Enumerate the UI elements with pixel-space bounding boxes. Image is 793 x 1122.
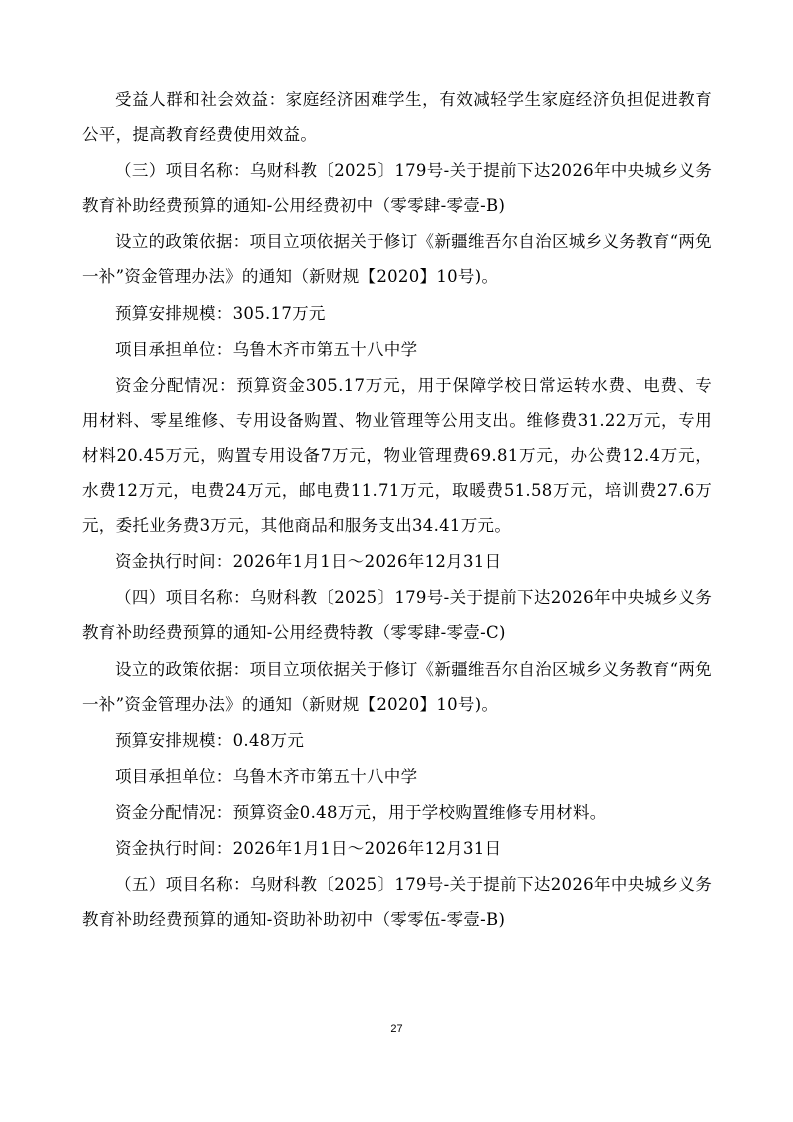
paragraph-project-4-policy: 设立的政策依据：项目立项依据关于修订《新疆维吾尔自治区城乡义务教育“两免一补”资金管理办法》的通知（新财规【2020】10号)。 xyxy=(82,659,712,714)
paragraph-project-3-unit: 项目承担单位：乌鲁木齐市第五十八中学 xyxy=(115,339,418,359)
paragraph-project-3-allocation: 资金分配情况：预算资金305.17万元，用于保障学校日常运转水费、电费、专用材料、零星维修、专用设备购置、物业管理等公用支出。维修费31.22万元，专用材料20.45万元，购置专用设备7万元，物业管理费69.81万元，办公费12.4万元，水费12万元，电费24万元，邮电费11.71万元，取暖费51.58万元，培训费27.6万元，委托业务费3万元，其他商品和服务支出34.41万元。 xyxy=(82,375,712,535)
document-body xyxy=(82,82,712,939)
paragraph-beneficiaries: 受益人群和社会效益：家庭经济困难学生，有效减轻学生家庭经济负担促进教育公平，提高教育经费使用效益。 xyxy=(82,90,712,144)
page-number: 27 xyxy=(390,1023,403,1035)
paragraph-project-3-policy: 设立的政策依据：项目立项依据关于修订《新疆维吾尔自治区城乡义务教育“两免一补”资金管理办法》的通知（新财规【2020】10号)。 xyxy=(82,232,712,287)
paragraph-project-4-name: （四）项目名称：乌财科教〔2025〕179号-关于提前下达2026年中央城乡义务教育补助经费预算的通知-公用经费特教（零零肆-零壹-C) xyxy=(82,588,712,643)
paragraph-project-3-name: （三）项目名称：乌财科教〔2025〕179号-关于提前下达2026年中央城乡义务教育补助经费预算的通知-公用经费初中（零零肆-零壹-B) xyxy=(82,161,712,216)
paragraph-project-3-time: 资金执行时间：2026年1月1日～2026年12月31日 xyxy=(115,552,502,572)
paragraph-project-3-budget: 预算安排规模：305.17万元 xyxy=(115,303,326,323)
paragraph-project-4-unit: 项目承担单位：乌鲁木齐市第五十八中学 xyxy=(115,766,418,786)
paragraph-project-5-name: （五）项目名称：乌财科教〔2025〕179号-关于提前下达2026年中央城乡义务教育补助经费预算的通知-资助补助初中（零零伍-零壹-B) xyxy=(82,875,712,930)
paragraph-project-4-time: 资金执行时间：2026年1月1日～2026年12月31日 xyxy=(115,839,502,859)
paragraph-project-4-budget: 预算安排规模：0.48万元 xyxy=(115,730,305,750)
paragraph-project-4-allocation: 资金分配情况：预算资金0.48万元，用于学校购置维修专用材料。 xyxy=(115,803,607,823)
